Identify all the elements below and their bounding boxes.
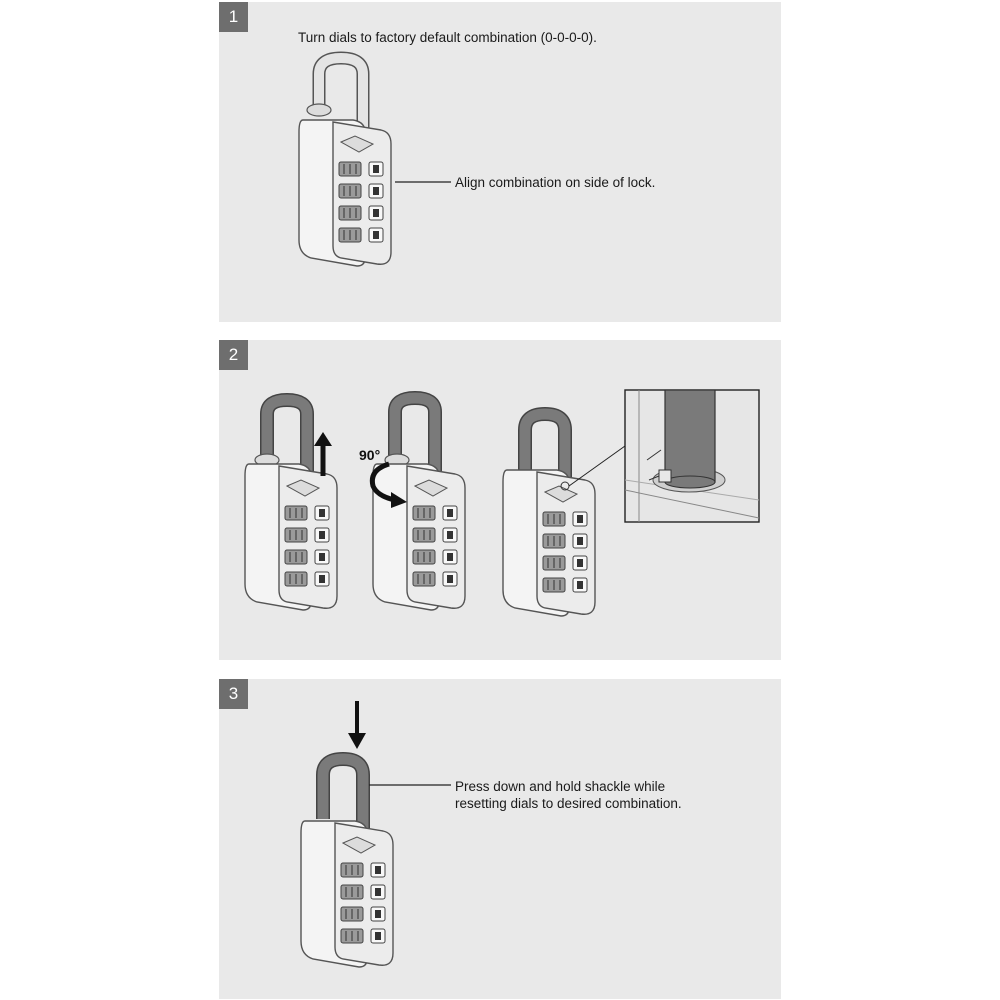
padlock-illustration bbox=[219, 2, 781, 322]
lock-lifted bbox=[245, 400, 337, 610]
lock-rotated bbox=[373, 398, 465, 610]
detail-inset bbox=[625, 390, 759, 522]
step-number-badge: 3 bbox=[219, 679, 248, 709]
press-down-arrow-icon bbox=[348, 701, 366, 749]
step-2-panel bbox=[219, 340, 781, 660]
lock-turned bbox=[503, 414, 595, 616]
step-1-instruction: Turn dials to factory default combination (0-0-0-0). bbox=[298, 30, 597, 45]
step-number-badge: 2 bbox=[219, 340, 248, 370]
step-3-panel bbox=[219, 679, 781, 999]
lift-up-arrow-icon bbox=[314, 432, 332, 476]
side-alignment-callout: Align combination on side of lock. bbox=[455, 175, 656, 190]
step-number-badge: 1 bbox=[219, 2, 248, 32]
rotation-angle-label: 90° bbox=[359, 447, 381, 463]
shackle-rotation-illustration bbox=[219, 340, 781, 660]
press-shackle-callout-line-1: Press down and hold shackle while bbox=[455, 779, 666, 794]
press-shackle-callout-line-2: resetting dials to desired combination. bbox=[455, 796, 682, 811]
press-shackle-illustration bbox=[219, 679, 781, 999]
step-1-panel bbox=[219, 2, 781, 322]
